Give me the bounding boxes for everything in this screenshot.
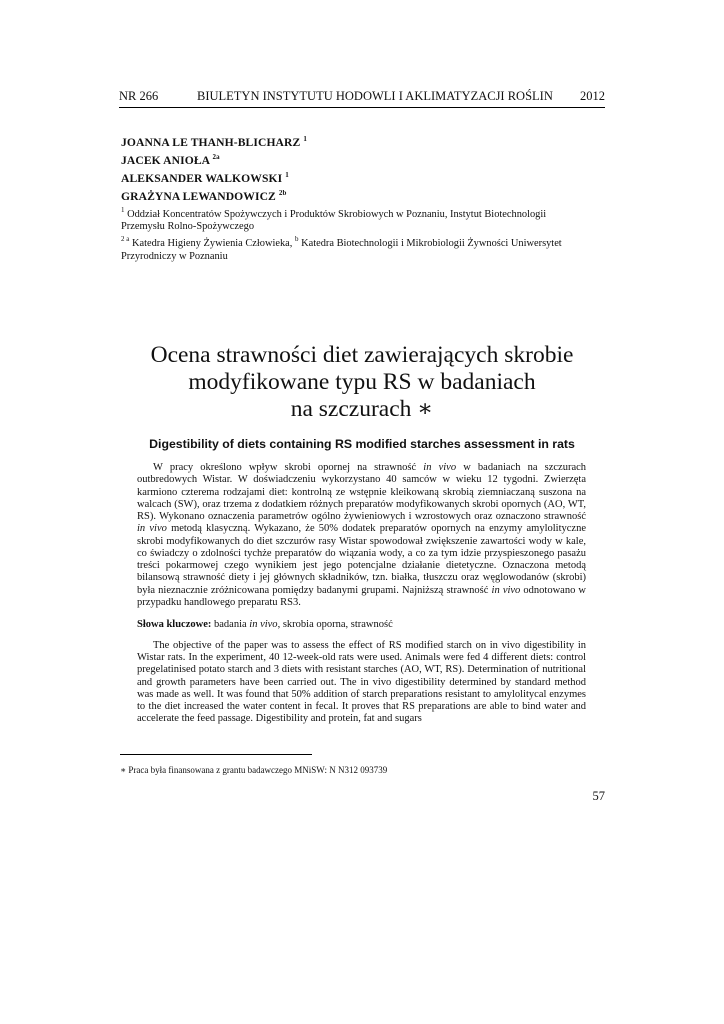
author-1: JOANNA LE THANH-BLICHARZ $^1$ — [121, 135, 307, 149]
footnote: ∗ Praca była finansowana z grantu badawczego MNiSW: N N312 093739 — [120, 765, 388, 775]
author-4: GRAŻYNA LEWANDOWICZ $^{2b}$ — [121, 189, 287, 203]
affiliation-1: $^1$ Oddział Koncentratów Spożywczych i Produktów Skrobiowych w Poznaniu, Instytut Biotechnologii Przemysłu Rolno-Spożywczego — [121, 206, 547, 233]
journal-name: BIULETYN INSTYTUTU HODOWLI I AKLIMATYZACJI ROŚLIN — [197, 89, 553, 103]
affiliation-2: $^{2 a}$ Katedra Higieny Żywienia Człowieka, $^b$ Katedra Biotechnologii i Mikrobiologii Żywności Uniwersytet Przyrodniczy w Poznaniu — [121, 235, 562, 262]
paper-title: Ocena strawności diet zawierających skrobie modyfikowane typu RS w badaniach na szczurach ∗ — [150, 342, 574, 422]
keywords: Słowa kluczowe: badania in vivo, skrobia oporna, strawność — [137, 619, 393, 630]
author-block — [121, 132, 591, 263]
running-header — [119, 89, 605, 108]
author-3: ALEKSANDER WALKOWSKI $^1$ — [121, 171, 289, 185]
author-2: JACEK ANIOŁA $^{2a}$ — [121, 153, 220, 167]
english-title: Digestibility of diets containing RS modified starches assessment in rats — [149, 437, 575, 451]
issue-number: NR 266 — [119, 89, 159, 103]
abstract-english: The objective of the paper was to assess the effect of RS modified starch on in vivo digestibility in Wistar rats. In the experiment, 40 12-week-old rats were used. Animals were fed 4 different diets: control pregelatinised potato starch and 3 diets with resistant starches (AO, WT, RS). Determination of nutritional and growth parameters have been carried out. The in vivo digestibility determined by standard method was made as well. It was found that 50% addition of starch preparations resistant to amylolitycal enzymes to the diet increased the water content in fecal. It proves that RS preparations are able to bind water and accelerate the feed passage. Digestibility and protein, fat and sugars — [137, 640, 586, 725]
year: 2012 — [580, 89, 605, 103]
abstract-polish: W pracy określono wpływ skrobi opornej na strawność in vivo w badaniach na szczurach outbredowych Wistar. W doświadczeniu wykorzystano 40 samców w wieku 12 tygodni. Zwierzęta karmiono czterema rodzajami diet: kontrolną ze wstępnie kleikowaną skrobią ziemniaczaną suszona na walcach (SW), oraz trzema z dodatkiem różnych preparatów modyfikowanych skrobi opornych (AO, WT, RS). Wykonano oznaczenia parametrów ogólno żywieniowych i wzrostowych oraz oznaczono strawność in vivo metodą klasyczną. Wykazano, że 50% dodatek preparatów opornych na enzymy amylolityczne skrobi modyfikowanych do diet szczurów rasy Wistar spowodował zwiększenie zawartości wody w kale, co świadczy o zdolności tychże preparatów do wiązania wody, a co za tym idzie przyspieszonego pasażu treści pokarmowej czego wynikiem jest jego potencjalne działanie dietetyczne. Oznaczona metodą bilansową strawność diety i jej głównych składników, tzn. białka, tłuszczu oraz węglowodanów (skrobi) była nieznacznie zróżnicowana pomiędzy badanymi grupami. Najniższą strawność in vivo odnotowano w przypadku handlowego preparatu RS3. — [137, 462, 587, 608]
footnote-divider — [120, 754, 312, 755]
page-number: 57 — [592, 789, 605, 803]
